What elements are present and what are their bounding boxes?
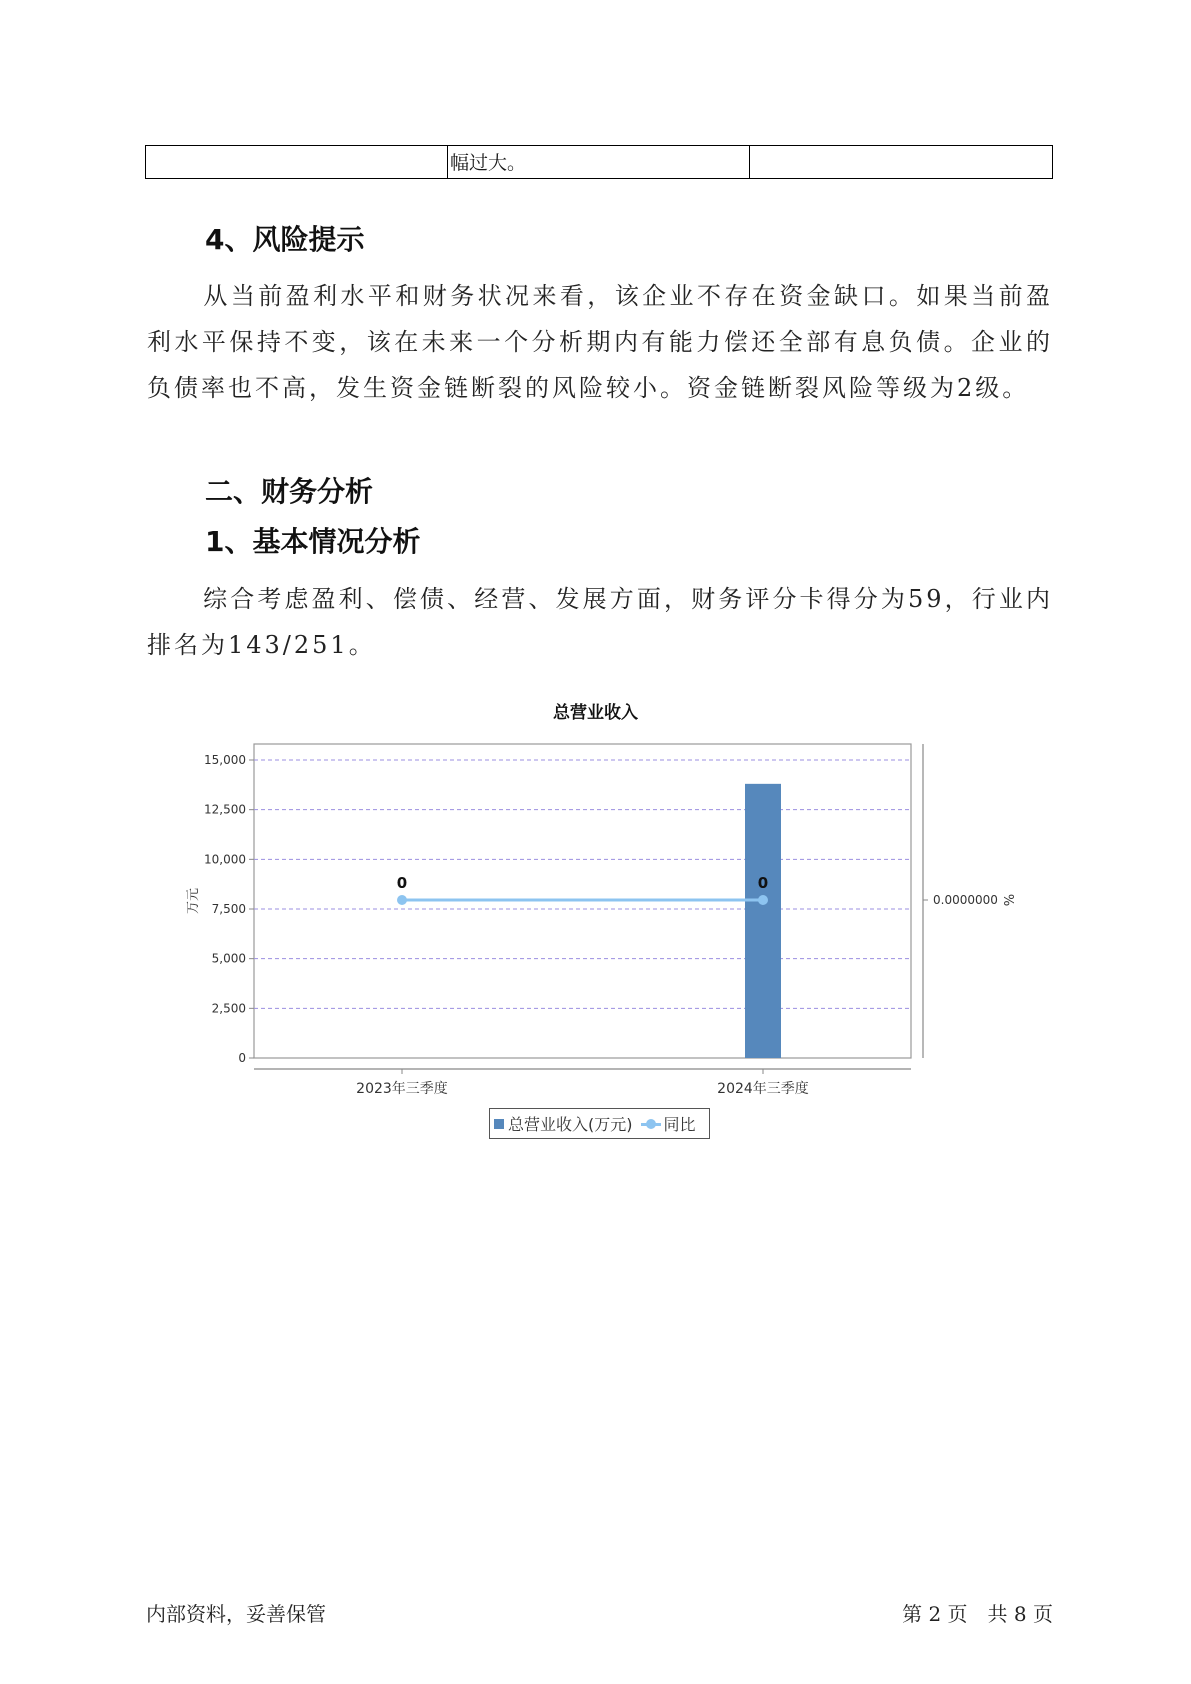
risk-paragraph-text: 从当前盈利水平和财务状况来看，该企业不存在资金缺口。如果当前盈利水平保持不变，该在未来一个分析期内有能力偿还全部有息负债。企业的负债率也不高，发生资金链断裂的风险较小。资金链断裂风险等级为2级。 bbox=[147, 282, 1053, 402]
finance-heading: 二、财务分析 bbox=[205, 475, 374, 508]
chart-legend bbox=[489, 1108, 710, 1139]
yoy-data-label: 0 bbox=[396, 874, 408, 892]
footer-confidential: 内部资料，妥善保管 bbox=[146, 1602, 326, 1626]
table-cell: 幅过大。 bbox=[448, 146, 750, 178]
y-tick-label: 12,500 bbox=[204, 802, 246, 817]
y-tick-label: 10,000 bbox=[204, 852, 246, 867]
x-tick-label: 2023年三季度 bbox=[356, 1081, 448, 1097]
legend-bar-label: 总营业收入(万元) bbox=[508, 1115, 633, 1134]
footer-page-number: 第 2 页 共 8 页 bbox=[902, 1602, 1053, 1626]
yoy-point bbox=[397, 895, 407, 905]
revenue-bar bbox=[745, 784, 781, 1058]
y-tick-label: 7,500 bbox=[211, 902, 246, 916]
legend-line-swatch bbox=[641, 1119, 661, 1129]
y-tick-label: 5,000 bbox=[211, 951, 246, 966]
y-tick-label: 0 bbox=[238, 1051, 246, 1065]
basic-analysis-heading: 1、基本情况分析 bbox=[205, 525, 421, 558]
risk-heading: 4、风险提示 bbox=[205, 223, 365, 256]
yoy-point bbox=[758, 895, 768, 905]
chart-title: 总营业收入 bbox=[553, 703, 638, 723]
yoy-data-label: 0 bbox=[757, 874, 769, 892]
legend-line-label: 同比 bbox=[663, 1115, 696, 1134]
y-tick-label: 15,000 bbox=[204, 753, 246, 767]
y-axis-label: 万元 bbox=[186, 887, 201, 915]
y2-axis-label: % bbox=[1000, 893, 1015, 907]
basic-analysis-text: 综合考虑盈利、偿债、经营、发展方面，财务评分卡得分为59，行业内排名为143/251。 bbox=[147, 585, 1053, 659]
y2-tick-label: 0.0000000 bbox=[933, 893, 998, 907]
legend-bar-swatch bbox=[494, 1119, 504, 1129]
x-tick-label: 2024年三季度 bbox=[717, 1081, 809, 1097]
y-tick-label: 2,500 bbox=[211, 1001, 246, 1016]
